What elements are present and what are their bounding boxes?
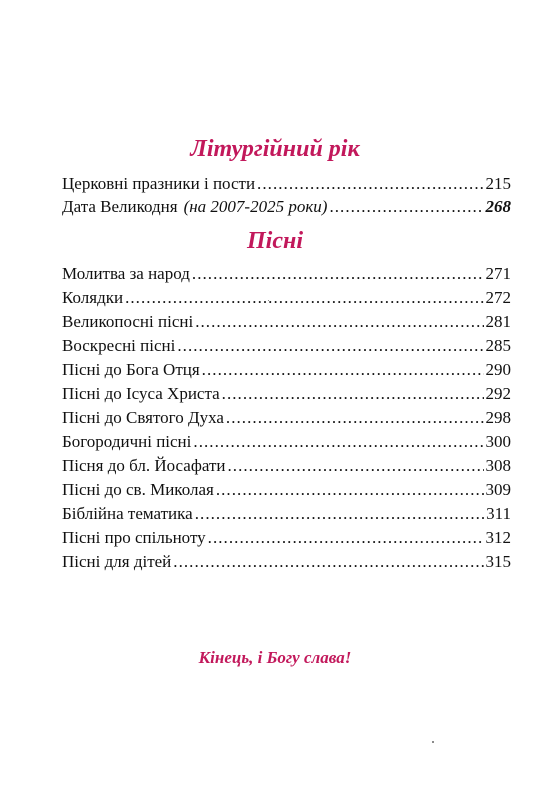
section-heading-liturgical-year: Літургійний рік	[190, 136, 360, 162]
toc-entry	[62, 382, 511, 406]
dot-leader	[177, 334, 483, 358]
dot-leader	[226, 406, 484, 430]
toc-entry-page: 315	[485, 552, 511, 571]
toc-entry-label: Богородичні пісні	[62, 432, 192, 451]
toc-entry-page: 268	[485, 197, 511, 216]
toc-entry-page: 308	[485, 456, 511, 475]
dot-leader	[208, 526, 484, 550]
toc-entry-page: 300	[485, 432, 511, 451]
dot-leader	[227, 454, 483, 478]
dot-leader	[222, 382, 484, 406]
toc-entry-label: Пісні про спільноту	[62, 528, 206, 547]
toc-entry	[62, 195, 511, 218]
toc-entry-label: Колядки	[62, 288, 124, 307]
toc-entry	[62, 550, 511, 574]
toc-entry-page: 271	[485, 264, 511, 283]
dot-leader	[173, 550, 483, 574]
toc-entry-note: (на 2007-2025 роки)	[183, 197, 328, 216]
toc-entry	[62, 286, 511, 310]
toc-entry-page: 298	[485, 408, 511, 427]
toc-songs	[62, 262, 511, 574]
toc-entry	[62, 310, 511, 334]
toc-entry-label: Дата Великодня	[62, 197, 178, 216]
toc-entry-label: Пісні до Ісуса Христа	[62, 384, 220, 403]
toc-entry	[62, 454, 511, 478]
toc-entry	[62, 406, 511, 430]
toc-entry-label: Церковні празники і пости	[62, 174, 256, 193]
toc-entry	[62, 172, 511, 195]
toc-entry-page: 215	[485, 174, 511, 193]
dot-leader	[257, 172, 483, 195]
toc-entry-label: Пісня до бл. Йосафати	[62, 456, 226, 475]
dot-leader	[216, 478, 484, 502]
toc-entry-label: Пісні для дітей	[62, 552, 172, 571]
toc-entry	[62, 430, 511, 454]
print-speck	[268, 300, 269, 301]
toc-entry-label: Воскресні пісні	[62, 336, 176, 355]
dot-leader	[193, 430, 483, 454]
toc-entry-page: 285	[485, 336, 511, 355]
dot-leader	[192, 262, 484, 286]
toc-entry	[62, 478, 511, 502]
toc-entry-label: Біблійна тематика	[62, 504, 193, 523]
toc-entry	[62, 262, 511, 286]
dot-leader	[195, 502, 484, 526]
toc-entry-page: 309	[485, 480, 511, 499]
toc-entry	[62, 526, 511, 550]
toc-entry	[62, 358, 511, 382]
dot-leader	[329, 195, 483, 218]
toc-liturgical-year	[62, 172, 511, 218]
section-heading-songs: Пісні	[247, 228, 303, 254]
toc-entry-label: Великопосні пісні	[62, 312, 194, 331]
dot-leader	[202, 358, 484, 382]
toc-entry-page: 281	[485, 312, 511, 331]
toc-entry-label: Пісні до Бога Отця	[62, 360, 200, 379]
toc-entry-label: Пісні до св. Миколая	[62, 480, 214, 499]
toc-entry	[62, 334, 511, 358]
toc-entry-label: Молитва за народ	[62, 264, 190, 283]
toc-entry-page: 290	[485, 360, 511, 379]
print-speck	[432, 741, 434, 743]
toc-entry	[62, 502, 511, 526]
toc-entry-page: 311	[486, 504, 511, 523]
toc-entry-page: 292	[485, 384, 511, 403]
dot-leader	[125, 286, 483, 310]
toc-entry-page: 272	[485, 288, 511, 307]
toc-entry-page: 312	[485, 528, 511, 547]
closing-line: Кінець, і Богу слава!	[198, 648, 352, 667]
toc-entry-label: Пісні до Святого Духа	[62, 408, 224, 427]
dot-leader	[195, 310, 483, 334]
